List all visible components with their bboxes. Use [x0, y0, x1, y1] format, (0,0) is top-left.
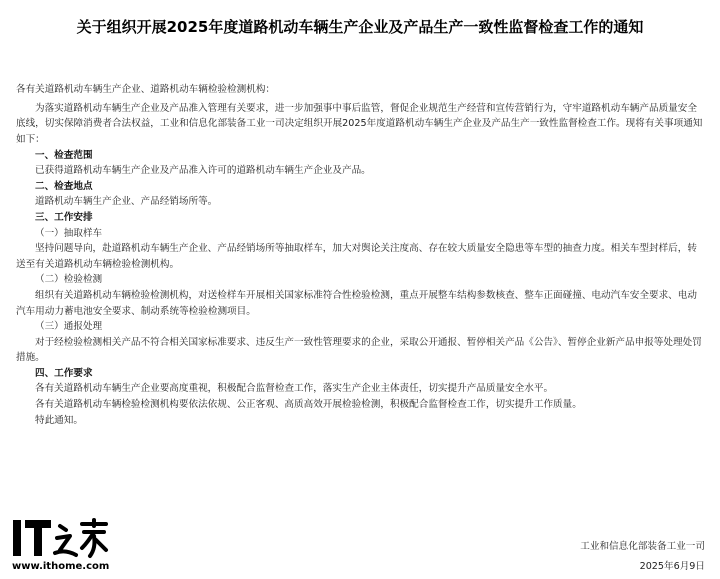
section-heading-requirements: 四、工作要求 — [35, 367, 93, 379]
ithome-logo-icon — [10, 516, 110, 560]
section-heading-scope: 一、检查范围 — [35, 149, 93, 161]
section-heading-arrangement: 三、工作安排 — [35, 211, 93, 223]
subsection-text-testing: 组织有关道路机动车辆检验检测机构，对送检样车开展相关国家标准符合性检验检测，重点开展整车结构参数核查、整车正面碰撞、电动汽车安全要求、电动汽车用动力蓄电池安全要求、制动系统等检验检测项目。 — [16, 289, 697, 317]
section-text-scope: 已获得道路机动车辆生产企业及产品准入许可的道路机动车辆生产企业及产品。 — [35, 165, 371, 177]
subsection-text-sampling: 坚持问题导向，赴道路机动车辆生产企业、产品经销场所等抽取样车，加大对舆论关注度高、存在较大质量安全隐患等车型的抽查力度。相关车型封样后，转送至有关道路机动车辆检验检测机构。 — [16, 243, 697, 270]
section-text-location: 道路机动车辆生产企业、产品经销场所等。 — [35, 196, 218, 208]
subsection-text-handling: 对于经检验检测相关产品不符合相关国家标准要求、违反生产一致性管理要求的企业，采取公开通报、暂停相关产品《公告》、暂停企业新产品申报等处理处罚措施。 — [16, 336, 702, 364]
intro-paragraph: 为落实道路机动车辆生产企业及产品准入管理有关要求，进一步加强事中事后监管，督促企业规范生产经营和宣传营销行为，守牢道路机动车辆产品质量安全底线，切实保障消费者合法权益，工业和信息化部装备工业一司决定组织开展2025年度道路机动车辆生产企业及产品生产一致性监督检查工作。现将有关事项通知如下： — [16, 102, 703, 145]
ithome-watermark-logo — [10, 516, 110, 576]
signature-block — [580, 539, 705, 574]
signature-org: 工业和信息化部装备工业一司 — [580, 541, 705, 552]
notice-title: 关于组织开展2025年度道路机动车辆生产企业及产品生产一致性监督检查工作的通知 — [76, 18, 644, 36]
subsection-heading-testing: （二）检验检测 — [35, 274, 103, 286]
subsection-heading-handling: （三）通报处理 — [35, 321, 103, 333]
section-heading-location: 二、检查地点 — [35, 180, 93, 192]
section-text-requirements-enterprises: 各有关道路机动车辆生产企业要高度重视，积极配合监督检查工作，落实生产企业主体责任，切实提升产品质量安全水平。 — [35, 383, 554, 395]
notice-body — [16, 82, 706, 428]
closing-text: 特此通知。 — [35, 414, 83, 426]
ithome-watermark-url: www.ithome.com — [12, 561, 110, 572]
salutation: 各有关道路机动车辆生产企业、道路机动车辆检验检测机构： — [16, 84, 276, 95]
section-text-requirements-agencies: 各有关道路机动车辆检验检测机构要依法依规、公正客观、高质高效开展检验检测，积极配合监督检查工作，切实提升工作质量。 — [35, 399, 582, 411]
subsection-heading-sampling: （一）抽取样车 — [35, 227, 103, 239]
signature-date: 2025年6月9日 — [639, 560, 705, 572]
